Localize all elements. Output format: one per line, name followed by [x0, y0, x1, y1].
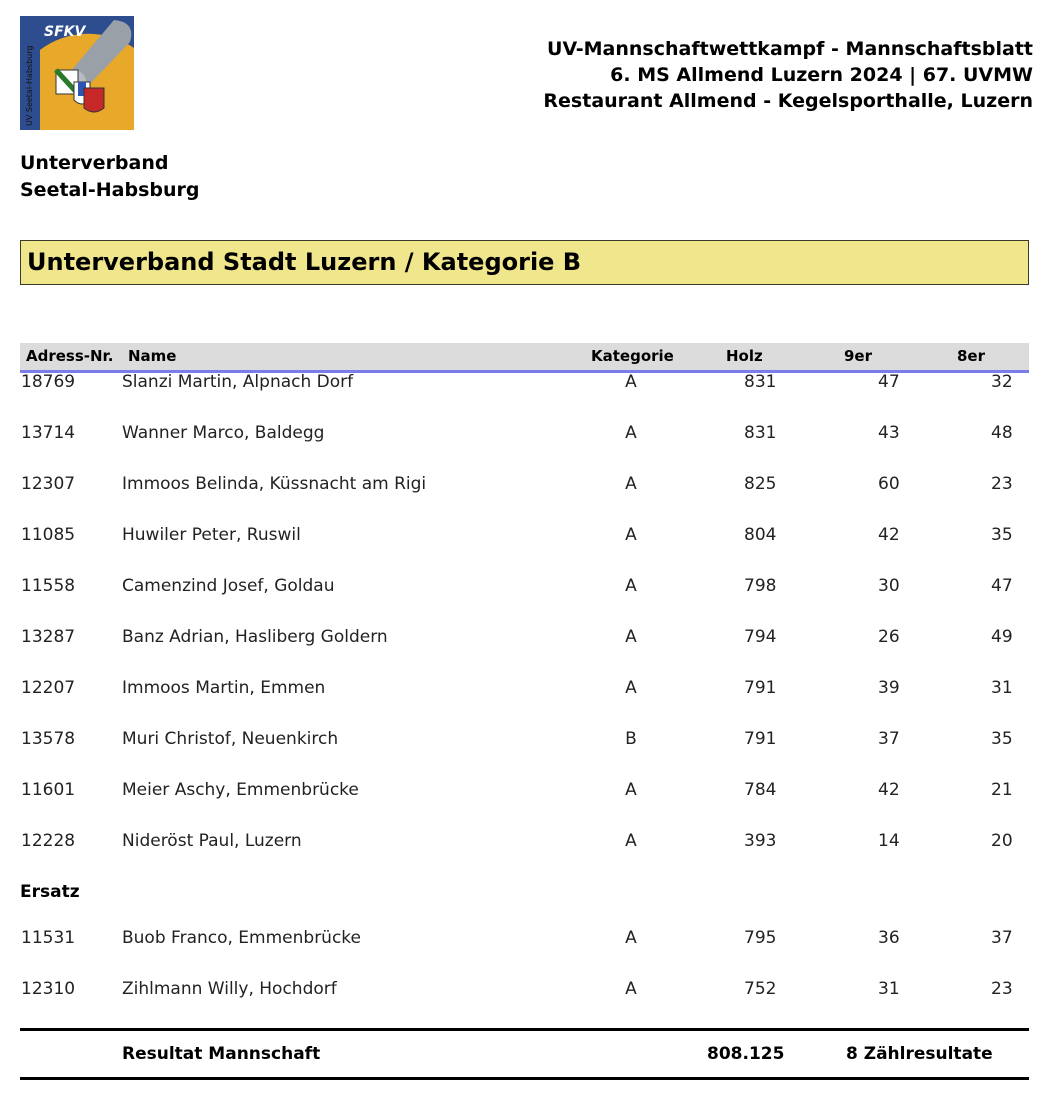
cell-9er: 36 [878, 928, 900, 948]
cell-kategorie [625, 627, 637, 647]
logo-top-text: SFKV [44, 24, 86, 40]
kategorie-value: A [625, 474, 637, 494]
cell-adress: 18769 [21, 372, 76, 392]
cell-holz: 798 [744, 576, 777, 596]
cell-adress: 13578 [21, 729, 76, 749]
cell-8er: 20 [991, 831, 1013, 851]
cell-9er: 42 [878, 525, 900, 545]
table-row [20, 576, 1029, 600]
header-title: UV-Mannschaftwettkampf - Mannschaftsblatt [547, 38, 1033, 60]
table-header [20, 343, 1029, 373]
cell-adress: 11601 [21, 780, 76, 800]
organizer [20, 150, 200, 204]
col-name: Name [128, 347, 177, 365]
cell-adress: 12307 [21, 474, 76, 494]
cell-name: Immoos Martin, Emmen [122, 678, 326, 698]
ersatz-label: Ersatz [20, 882, 80, 902]
cell-9er: 60 [878, 474, 900, 494]
kategorie-value: A [625, 979, 637, 999]
cell-9er: 42 [878, 780, 900, 800]
cell-name: Zihlmann Willy, Hochdorf [122, 979, 337, 999]
cell-name: Immoos Belinda, Küssnacht am Rigi [122, 474, 427, 494]
organizer-line2: Seetal-Habsburg [20, 179, 200, 201]
cell-9er: 37 [878, 729, 900, 749]
kategorie-value: A [625, 780, 637, 800]
total-top-rule [20, 1028, 1029, 1031]
kategorie-value: B [625, 729, 637, 749]
document-header [543, 36, 1033, 114]
col-holz: Holz [726, 347, 763, 365]
cell-9er: 26 [878, 627, 900, 647]
cell-name: Buob Franco, Emmenbrücke [122, 928, 362, 948]
cell-name: Slanzi Martin, Alpnach Dorf [122, 372, 354, 392]
table-row [20, 831, 1029, 855]
cell-name: Nideröst Paul, Luzern [122, 831, 302, 851]
col-9er: 9er [844, 347, 873, 365]
cell-adress: 12310 [21, 979, 76, 999]
cell-8er: 37 [991, 928, 1013, 948]
cell-name: Huwiler Peter, Ruswil [122, 525, 301, 545]
table-row [20, 627, 1029, 651]
cell-kategorie [625, 576, 637, 596]
kategorie-value: A [625, 678, 637, 698]
table-row [20, 780, 1029, 804]
cell-kategorie [625, 678, 637, 698]
cell-kategorie [625, 831, 637, 851]
cell-8er: 23 [991, 474, 1013, 494]
cell-8er: 48 [991, 423, 1013, 443]
sfkv-logo [20, 16, 134, 130]
cell-9er: 30 [878, 576, 900, 596]
cell-8er: 23 [991, 979, 1013, 999]
table-row [20, 729, 1029, 753]
cell-holz: 825 [744, 474, 777, 494]
kategorie-value: A [625, 928, 637, 948]
cell-holz: 795 [744, 928, 777, 948]
logo-side-text: UV Seetal-Habsburg [25, 45, 34, 126]
cell-9er: 31 [878, 979, 900, 999]
cell-name: Camenzind Josef, Goldau [122, 576, 335, 596]
kategorie-value: A [625, 576, 637, 596]
table-row [20, 678, 1029, 702]
col-adress: Adress-Nr. [26, 347, 114, 365]
cell-9er: 14 [878, 831, 900, 851]
kategorie-value: A [625, 831, 637, 851]
cell-holz: 791 [744, 678, 777, 698]
table-row [20, 474, 1029, 498]
header-event: 6. MS Allmend Luzern 2024 | 67. UVMW [610, 64, 1033, 86]
cell-kategorie [625, 979, 637, 999]
cell-kategorie [625, 780, 637, 800]
cell-8er: 49 [991, 627, 1013, 647]
cell-8er: 21 [991, 780, 1013, 800]
team-banner: Unterverband Stadt Luzern / Kategorie B [20, 240, 1029, 285]
cell-kategorie [625, 372, 637, 392]
cell-holz: 831 [744, 423, 777, 443]
cell-kategorie [625, 525, 637, 545]
organizer-line1: Unterverband [20, 152, 169, 174]
cell-adress: 11085 [21, 525, 76, 545]
cell-8er: 35 [991, 729, 1013, 749]
col-kategorie: Kategorie [591, 347, 674, 365]
cell-adress: 11531 [21, 928, 76, 948]
kategorie-value: A [625, 423, 637, 443]
cell-8er: 32 [991, 372, 1013, 392]
total-bottom-rule [20, 1077, 1029, 1080]
cell-adress: 12207 [21, 678, 76, 698]
cell-name: Banz Adrian, Hasliberg Goldern [122, 627, 388, 647]
team-result-value: 808.125 [707, 1044, 785, 1064]
cell-8er: 47 [991, 576, 1013, 596]
cell-adress: 13287 [21, 627, 76, 647]
kategorie-value: A [625, 372, 637, 392]
cell-holz: 752 [744, 979, 777, 999]
cell-9er: 47 [878, 372, 900, 392]
table-row [20, 928, 1029, 952]
cell-holz: 794 [744, 627, 777, 647]
cell-holz: 784 [744, 780, 777, 800]
cell-name: Wanner Marco, Baldegg [122, 423, 325, 443]
col-8er: 8er [957, 347, 986, 365]
cell-adress: 11558 [21, 576, 76, 596]
cell-name: Meier Aschy, Emmenbrücke [122, 780, 359, 800]
cell-kategorie [625, 729, 637, 749]
cell-holz: 831 [744, 372, 777, 392]
cell-adress: 12228 [21, 831, 76, 851]
kategorie-value: A [625, 627, 637, 647]
cell-9er: 39 [878, 678, 900, 698]
cell-holz: 804 [744, 525, 777, 545]
table-row [20, 372, 1029, 396]
team-result-count: 8 Zählresultate [846, 1044, 993, 1064]
table-row [20, 423, 1029, 447]
cell-kategorie [625, 423, 637, 443]
cell-kategorie [625, 928, 637, 948]
team-result-label: Resultat Mannschaft [122, 1044, 321, 1064]
cell-adress: 13714 [21, 423, 76, 443]
cell-name: Muri Christof, Neuenkirch [122, 729, 339, 749]
cell-8er: 35 [991, 525, 1013, 545]
header-venue: Restaurant Allmend - Kegelsporthalle, Luzern [543, 90, 1033, 112]
table-row [20, 979, 1029, 1003]
cell-9er: 43 [878, 423, 900, 443]
cell-holz: 791 [744, 729, 777, 749]
cell-holz: 393 [744, 831, 777, 851]
table-row [20, 525, 1029, 549]
cell-8er: 31 [991, 678, 1013, 698]
kategorie-value: A [625, 525, 637, 545]
cell-kategorie [625, 474, 637, 494]
team-result [20, 1044, 1029, 1068]
